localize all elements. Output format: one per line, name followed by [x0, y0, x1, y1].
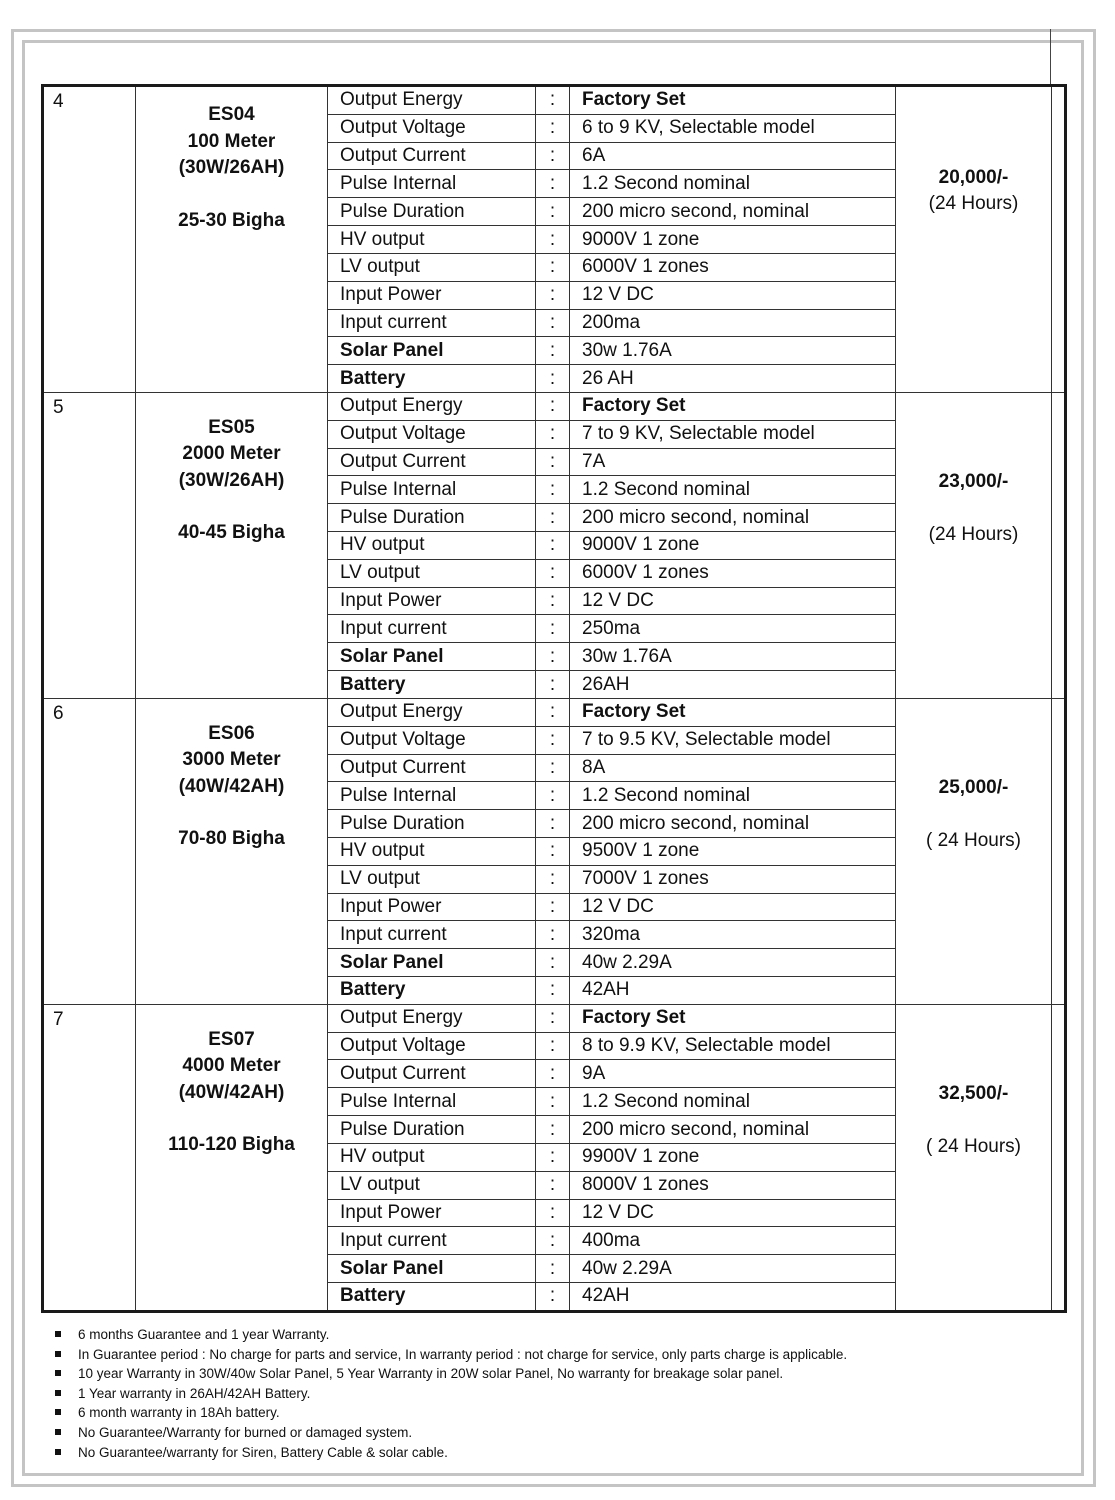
price-duration: ( 24 Hours)	[925, 1135, 1022, 1157]
spec-separator: :	[536, 198, 570, 226]
spec-parameter: Pulse Internal	[328, 476, 536, 504]
spec-separator: :	[536, 253, 570, 281]
warranty-note	[54, 1364, 847, 1384]
spec-parameter: Output Energy	[328, 1004, 536, 1032]
spec-parameter: Output Voltage	[328, 726, 536, 754]
spec-value: Factory Set	[570, 392, 896, 420]
product-number: 7	[43, 1004, 136, 1311]
spec-parameter: HV output	[328, 1143, 536, 1171]
page-border-mark	[1050, 29, 1051, 85]
price-spacer	[896, 801, 1051, 828]
spec-parameter: Pulse Internal	[328, 782, 536, 810]
spec-separator: :	[536, 1199, 570, 1227]
spec-separator: :	[536, 86, 570, 115]
spec-parameter: LV output	[328, 1171, 536, 1199]
spec-separator: :	[536, 559, 570, 587]
square-bullet-icon	[55, 1449, 61, 1455]
product-price-cell	[896, 86, 1052, 393]
spec-separator: :	[536, 504, 570, 532]
spec-separator: :	[536, 643, 570, 671]
spec-separator: :	[536, 532, 570, 560]
model-block	[136, 699, 327, 853]
model-line: (30W/26AH)	[178, 157, 285, 178]
square-bullet-icon	[55, 1370, 61, 1376]
spec-value: Factory Set	[570, 86, 896, 115]
warranty-note-text: No Guarantee/Warranty for burned or damaged system.	[78, 1424, 413, 1440]
square-bullet-icon	[55, 1390, 61, 1396]
spec-parameter: Input current	[328, 615, 536, 643]
warranty-note-text: No Guarantee/warranty for Siren, Battery Cable & solar cable.	[78, 1444, 448, 1460]
spec-separator: :	[536, 1088, 570, 1116]
spec-value: 200 micro second, nominal	[570, 504, 896, 532]
spec-separator: :	[536, 420, 570, 448]
table-gutter	[1052, 698, 1066, 1004]
spec-parameter: Battery	[328, 1282, 536, 1311]
table-gutter	[1052, 392, 1066, 698]
model-line: 70-80 Bigha	[178, 828, 285, 850]
price-duration: (24 Hours)	[928, 523, 1019, 545]
spec-value: Factory Set	[570, 698, 896, 726]
model-line: 100 Meter	[187, 130, 276, 152]
price-block	[896, 699, 1051, 854]
product-model-cell	[136, 1004, 328, 1311]
product-model-cell	[136, 86, 328, 393]
spec-value: 7000V 1 zones	[570, 865, 896, 893]
spec-value: 1.2 Second nominal	[570, 782, 896, 810]
product-price-cell	[896, 698, 1052, 1004]
model-line: ES06	[208, 722, 255, 744]
warranty-note-text: 6 months Guarantee and 1 year Warranty.	[78, 1327, 330, 1342]
warranty-note	[54, 1443, 847, 1463]
spec-parameter: LV output	[328, 253, 536, 281]
spec-row	[43, 698, 1066, 726]
spec-value: 200 micro second, nominal	[570, 1116, 896, 1144]
spec-separator: :	[536, 698, 570, 726]
spec-separator: :	[536, 837, 570, 865]
model-line: 2000 Meter	[182, 443, 281, 465]
price-amount: 23,000/-	[938, 470, 1009, 492]
spec-separator: :	[536, 615, 570, 643]
spec-separator: :	[536, 921, 570, 949]
price-amount: 20,000/-	[938, 167, 1009, 188]
spec-parameter: Battery	[328, 365, 536, 393]
spec-separator: :	[536, 782, 570, 810]
spec-parameter: Pulse Duration	[328, 198, 536, 226]
model-spacer	[136, 800, 327, 826]
spec-separator: :	[536, 1171, 570, 1199]
spec-separator: :	[536, 810, 570, 838]
square-bullet-icon	[55, 1331, 61, 1337]
model-line: ES05	[208, 416, 255, 438]
price-duration: ( 24 Hours)	[925, 829, 1022, 851]
warranty-note-text: In Guarantee period : No charge for parts and service, In warranty period : not charge for service, only parts charge is applicable.	[78, 1346, 848, 1362]
spec-separator: :	[536, 142, 570, 170]
price-spacer	[896, 495, 1051, 522]
spec-separator: :	[536, 1282, 570, 1311]
spec-parameter: Battery	[328, 671, 536, 699]
spec-value: Factory Set	[570, 1004, 896, 1032]
model-spacer	[136, 182, 327, 208]
spec-value: 6A	[570, 142, 896, 170]
spec-value: 30w 1.76A	[570, 643, 896, 671]
product-number: 6	[43, 698, 136, 1004]
model-line: (40W/42AH)	[178, 1081, 285, 1103]
spec-value: 1.2 Second nominal	[570, 1088, 896, 1116]
model-line: 110-120 Bigha	[168, 1134, 295, 1156]
spec-value: 6 to 9 KV, Selectable model	[570, 114, 896, 142]
spec-value: 12 V DC	[570, 587, 896, 615]
model-line: 25-30 Bigha	[178, 209, 285, 231]
spec-value: 12 V DC	[570, 1199, 896, 1227]
spec-parameter: Output Current	[328, 754, 536, 782]
spec-parameter: Solar Panel	[328, 1255, 536, 1283]
spec-parameter: Solar Panel	[328, 949, 536, 977]
warranty-note-text: 10 year Warranty in 30W/40w Solar Panel, 5 Year Warranty in 20W solar Panel, No warranty for breakage solar panel.	[78, 1366, 784, 1382]
spec-value: 6000V 1 zones	[570, 253, 896, 281]
spec-separator: :	[536, 365, 570, 393]
price-amount: 32,500/-	[938, 1082, 1009, 1104]
spec-parameter: LV output	[328, 559, 536, 587]
spec-row	[43, 392, 1066, 420]
spec-value: 26AH	[570, 671, 896, 699]
spec-value: 42AH	[570, 1282, 896, 1311]
model-line: ES07	[208, 1028, 255, 1050]
spec-separator: :	[536, 1004, 570, 1032]
warranty-note	[54, 1403, 847, 1423]
table-gutter	[1052, 86, 1066, 393]
model-line: 4000 Meter	[182, 1055, 281, 1077]
product-number: 5	[43, 392, 136, 698]
spec-parameter: Input current	[328, 921, 536, 949]
model-line: (30W/26AH)	[178, 469, 285, 491]
spec-separator: :	[536, 949, 570, 977]
spec-parameter: HV output	[328, 532, 536, 560]
spec-parameter: Pulse Duration	[328, 1116, 536, 1144]
spec-separator: :	[536, 476, 570, 504]
spec-parameter: Output Current	[328, 448, 536, 476]
spec-separator: :	[536, 1255, 570, 1283]
spec-value: 200 micro second, nominal	[570, 810, 896, 838]
product-price-cell	[896, 1004, 1052, 1311]
model-line: 3000 Meter	[182, 749, 281, 771]
spec-parameter: HV output	[328, 837, 536, 865]
spec-parameter: Output Energy	[328, 698, 536, 726]
warranty-note-text: 1 Year warranty in 26AH/42AH Battery.	[78, 1385, 311, 1401]
spec-separator: :	[536, 587, 570, 615]
spec-separator: :	[536, 309, 570, 337]
model-block	[136, 1005, 327, 1159]
spec-value: 12 V DC	[570, 893, 896, 921]
spec-separator: :	[536, 448, 570, 476]
spec-value: 8A	[570, 754, 896, 782]
model-block	[136, 87, 327, 234]
spec-row	[43, 86, 1066, 115]
spec-separator: :	[536, 977, 570, 1005]
warranty-note	[54, 1423, 847, 1443]
spec-value: 9900V 1 zone	[570, 1143, 896, 1171]
price-duration: (24 Hours)	[928, 193, 1019, 214]
model-line: 40-45 Bigha	[178, 522, 285, 544]
price-spacer	[896, 1107, 1051, 1134]
spec-value: 7A	[570, 448, 896, 476]
model-block	[136, 393, 327, 547]
model-line: ES04	[208, 104, 255, 125]
spec-separator: :	[536, 865, 570, 893]
spec-row	[43, 1004, 1066, 1032]
spec-value: 320ma	[570, 921, 896, 949]
spec-parameter: Output Voltage	[328, 420, 536, 448]
model-spacer	[136, 1106, 327, 1132]
spec-parameter: Output Current	[328, 1060, 536, 1088]
spec-parameter: Output Energy	[328, 86, 536, 115]
spec-value: 12 V DC	[570, 281, 896, 309]
spec-parameter: Input Power	[328, 281, 536, 309]
spec-value: 400ma	[570, 1227, 896, 1255]
table-gutter	[1052, 1004, 1066, 1311]
product-model-cell	[136, 392, 328, 698]
spec-separator: :	[536, 1032, 570, 1060]
spec-value: 8000V 1 zones	[570, 1171, 896, 1199]
spec-value: 200ma	[570, 309, 896, 337]
model-spacer	[136, 494, 327, 520]
spec-value: 40w 2.29A	[570, 949, 896, 977]
model-line: (40W/42AH)	[178, 775, 285, 797]
spec-separator: :	[536, 392, 570, 420]
spec-separator: :	[536, 1227, 570, 1255]
spec-separator: :	[536, 337, 570, 365]
spec-value: 6000V 1 zones	[570, 559, 896, 587]
spec-separator: :	[536, 893, 570, 921]
square-bullet-icon	[55, 1351, 61, 1357]
spec-value: 26 AH	[570, 365, 896, 393]
spec-value: 30w 1.76A	[570, 337, 896, 365]
spec-parameter: Solar Panel	[328, 643, 536, 671]
spec-separator: :	[536, 114, 570, 142]
price-amount: 25,000/-	[938, 776, 1009, 798]
square-bullet-icon	[55, 1409, 61, 1415]
spec-value: 9000V 1 zone	[570, 226, 896, 254]
spec-parameter: Input Power	[328, 587, 536, 615]
spec-parameter: HV output	[328, 226, 536, 254]
spec-separator: :	[536, 170, 570, 198]
spec-parameter: Input current	[328, 309, 536, 337]
spec-separator: :	[536, 226, 570, 254]
product-model-cell	[136, 698, 328, 1004]
product-number: 4	[43, 86, 136, 393]
spec-value: 1.2 Second nominal	[570, 476, 896, 504]
spec-parameter: Output Energy	[328, 392, 536, 420]
spec-separator: :	[536, 671, 570, 699]
spec-separator: :	[536, 1116, 570, 1144]
spec-value: 42AH	[570, 977, 896, 1005]
spec-value: 9500V 1 zone	[570, 837, 896, 865]
spec-parameter: Battery	[328, 977, 536, 1005]
warranty-note	[54, 1325, 847, 1345]
spec-separator: :	[536, 281, 570, 309]
spec-parameter: Pulse Duration	[328, 504, 536, 532]
warranty-note	[54, 1345, 847, 1365]
spec-value: 40w 2.29A	[570, 1255, 896, 1283]
spec-parameter: Output Voltage	[328, 1032, 536, 1060]
spec-value: 7 to 9 KV, Selectable model	[570, 420, 896, 448]
spec-value: 1.2 Second nominal	[570, 170, 896, 198]
spec-parameter: Output Voltage	[328, 114, 536, 142]
price-block	[896, 87, 1051, 217]
spec-value: 9A	[570, 1060, 896, 1088]
warranty-note	[54, 1384, 847, 1404]
spec-parameter: Pulse Internal	[328, 170, 536, 198]
warranty-notes-list	[54, 1325, 847, 1462]
spec-separator: :	[536, 726, 570, 754]
spec-value: 8 to 9.9 KV, Selectable model	[570, 1032, 896, 1060]
price-block	[896, 1005, 1051, 1160]
spec-value: 7 to 9.5 KV, Selectable model	[570, 726, 896, 754]
spec-value: 250ma	[570, 615, 896, 643]
square-bullet-icon	[55, 1429, 61, 1435]
product-spec-table	[41, 84, 1067, 1313]
warranty-note-text: 6 month warranty in 18Ah battery.	[78, 1405, 280, 1421]
spec-parameter: Pulse Duration	[328, 810, 536, 838]
spec-separator: :	[536, 1060, 570, 1088]
spec-value: 200 micro second, nominal	[570, 198, 896, 226]
price-block	[896, 393, 1051, 548]
spec-parameter: Output Current	[328, 142, 536, 170]
spec-separator: :	[536, 1143, 570, 1171]
spec-value: 9000V 1 zone	[570, 532, 896, 560]
spec-separator: :	[536, 754, 570, 782]
spec-parameter: Solar Panel	[328, 337, 536, 365]
spec-parameter: Input Power	[328, 1199, 536, 1227]
spec-parameter: LV output	[328, 865, 536, 893]
spec-parameter: Input current	[328, 1227, 536, 1255]
spec-parameter: Pulse Internal	[328, 1088, 536, 1116]
spec-parameter: Input Power	[328, 893, 536, 921]
product-price-cell	[896, 392, 1052, 698]
